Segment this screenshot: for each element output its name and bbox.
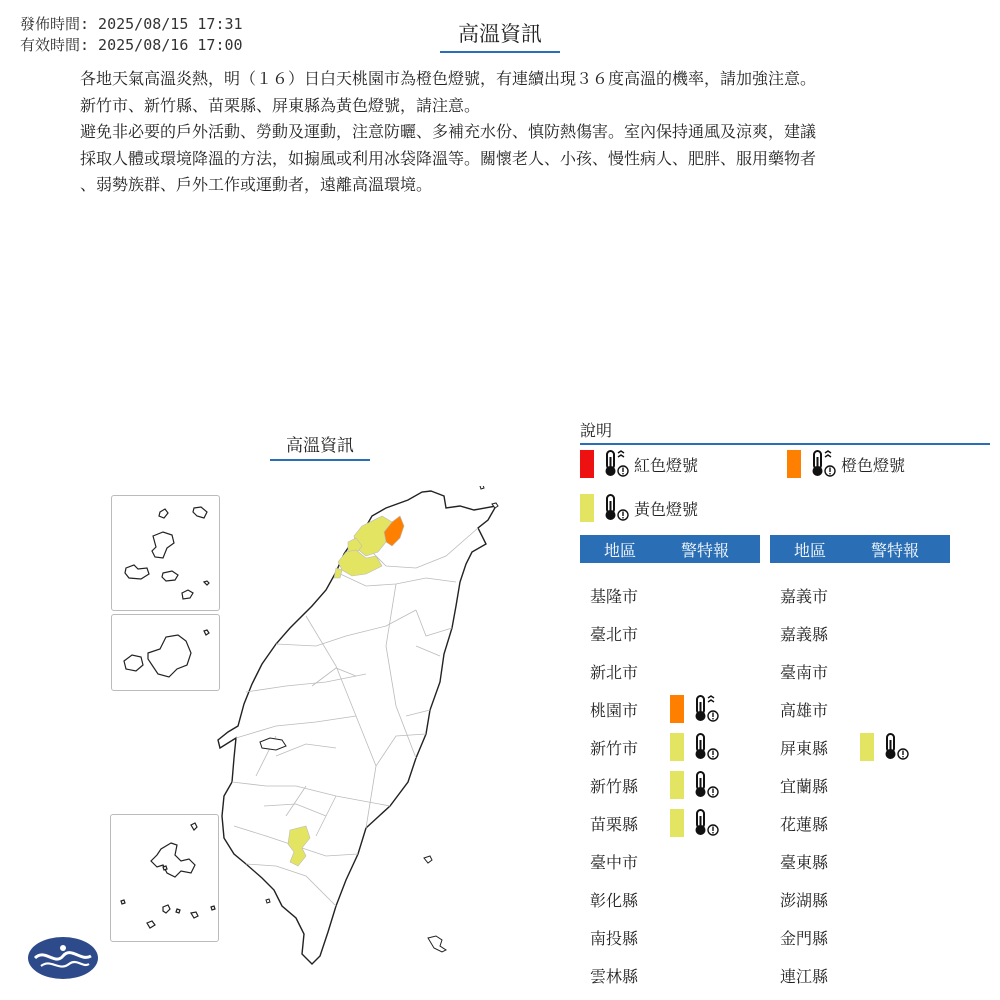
header-region: 地區 — [793, 540, 826, 560]
region-name: 宜蘭縣 — [780, 776, 829, 796]
legend-label: 橙色燈號 — [841, 455, 906, 475]
warning-cell — [670, 770, 724, 800]
table-row — [580, 805, 760, 841]
valid-time: 有效時間: 2025/08/16 17:00 — [20, 36, 243, 54]
taiwan-map — [216, 486, 506, 976]
region-name: 嘉義市 — [780, 586, 829, 606]
table-row — [770, 767, 950, 803]
table-header-right — [770, 535, 950, 563]
region-name: 嘉義縣 — [780, 624, 829, 644]
header-meta — [20, 14, 243, 56]
region-name: 新竹縣 — [590, 776, 639, 796]
warning-message — [80, 66, 940, 199]
region-name: 澎湖縣 — [780, 890, 829, 910]
table-row — [770, 843, 950, 879]
message-line: 各地天氣高溫炎熱，明（１６）日白天桃園市為橙色燈號，有連續出現３６度高溫的機率，請加強注意。 — [80, 69, 817, 88]
thermometer-warning-icon — [600, 493, 630, 523]
header-warning: 警特報 — [680, 540, 729, 560]
yellow-swatch — [860, 733, 874, 761]
issue-time: 發佈時間: 2025/08/15 17:31 — [20, 15, 243, 33]
table-row — [580, 843, 760, 879]
table-row — [580, 691, 760, 727]
region-name: 雲林縣 — [590, 966, 639, 986]
table-row — [580, 615, 760, 651]
cwa-logo — [27, 936, 99, 980]
red-swatch — [580, 450, 594, 478]
thermometer-warning-icon — [807, 449, 837, 479]
warning-cell — [860, 732, 914, 762]
legend-title: 說明 — [580, 418, 990, 445]
orange-swatch — [670, 695, 684, 723]
region-name: 臺北市 — [590, 624, 639, 644]
table-row — [770, 577, 950, 613]
inset-kinmen — [111, 614, 220, 691]
inset-penghu — [110, 814, 219, 942]
yellow-swatch — [670, 809, 684, 837]
table-row — [580, 653, 760, 689]
warning-cell — [670, 732, 724, 762]
region-name: 基隆市 — [590, 586, 639, 606]
legend-label: 黃色燈號 — [634, 499, 699, 519]
table-row — [580, 577, 760, 613]
region-name: 花蓮縣 — [780, 814, 829, 834]
legend-item-yellow — [580, 493, 698, 523]
legend-item-red — [580, 449, 698, 479]
table-row — [770, 729, 950, 765]
region-name: 高雄市 — [780, 700, 829, 720]
warning-cell — [670, 808, 724, 838]
warning-cell — [670, 694, 724, 724]
thermometer-warning-icon — [690, 770, 720, 800]
table-row — [580, 729, 760, 765]
table-row — [770, 805, 950, 841]
table-row — [770, 957, 950, 993]
region-name: 臺南市 — [780, 662, 829, 682]
orange-swatch — [787, 450, 801, 478]
table-row — [580, 957, 760, 993]
region-name: 臺東縣 — [780, 852, 829, 872]
region-name: 金門縣 — [780, 928, 829, 948]
table-row — [770, 691, 950, 727]
thermometer-warning-icon — [690, 694, 720, 724]
region-name: 彰化縣 — [590, 890, 639, 910]
table-row — [770, 919, 950, 955]
table-row — [580, 881, 760, 917]
thermometer-warning-icon — [690, 732, 720, 762]
table-row — [770, 881, 950, 917]
yellow-swatch — [580, 494, 594, 522]
yellow-swatch — [670, 733, 684, 761]
message-line: 避免非必要的戶外活動、勞動及運動，注意防曬、多補充水份、慎防熱傷害。室內保持通風及涼爽，建議 — [80, 122, 817, 141]
thermometer-warning-icon — [600, 449, 630, 479]
legend-label: 紅色燈號 — [634, 455, 699, 475]
table-row — [580, 919, 760, 955]
message-line: 採取人體或環境降溫的方法，如搧風或利用冰袋降溫等。關懷老人、小孩、慢性病人、肥胖、服用藥物者 — [80, 148, 817, 168]
thermometer-warning-icon — [690, 808, 720, 838]
region-name: 新竹市 — [590, 738, 639, 758]
header-warning: 警特報 — [870, 540, 919, 560]
region-name: 屏東縣 — [780, 738, 829, 758]
table-row — [770, 615, 950, 651]
map-title: 高溫資訊 — [270, 431, 370, 461]
table-header-left — [580, 535, 760, 563]
yellow-swatch — [670, 771, 684, 799]
table-row — [770, 653, 950, 689]
region-name: 連江縣 — [780, 966, 829, 986]
legend-item-orange — [787, 449, 905, 479]
inset-matsu — [111, 495, 220, 611]
region-name: 臺中市 — [590, 852, 639, 872]
region-name: 南投縣 — [590, 928, 639, 948]
message-line: 、弱勢族群、戶外工作或運動者，遠離高溫環境。 — [80, 175, 433, 194]
message-line: 新竹市、新竹縣、苗栗縣、屏東縣為黃色燈號，請注意。 — [80, 95, 481, 115]
thermometer-warning-icon — [880, 732, 910, 762]
table-row — [580, 767, 760, 803]
region-name: 桃園市 — [590, 700, 639, 720]
page-title: 高溫資訊 — [440, 18, 560, 53]
region-name: 新北市 — [590, 662, 639, 682]
region-name: 苗栗縣 — [590, 814, 639, 834]
header-region: 地區 — [603, 540, 636, 560]
